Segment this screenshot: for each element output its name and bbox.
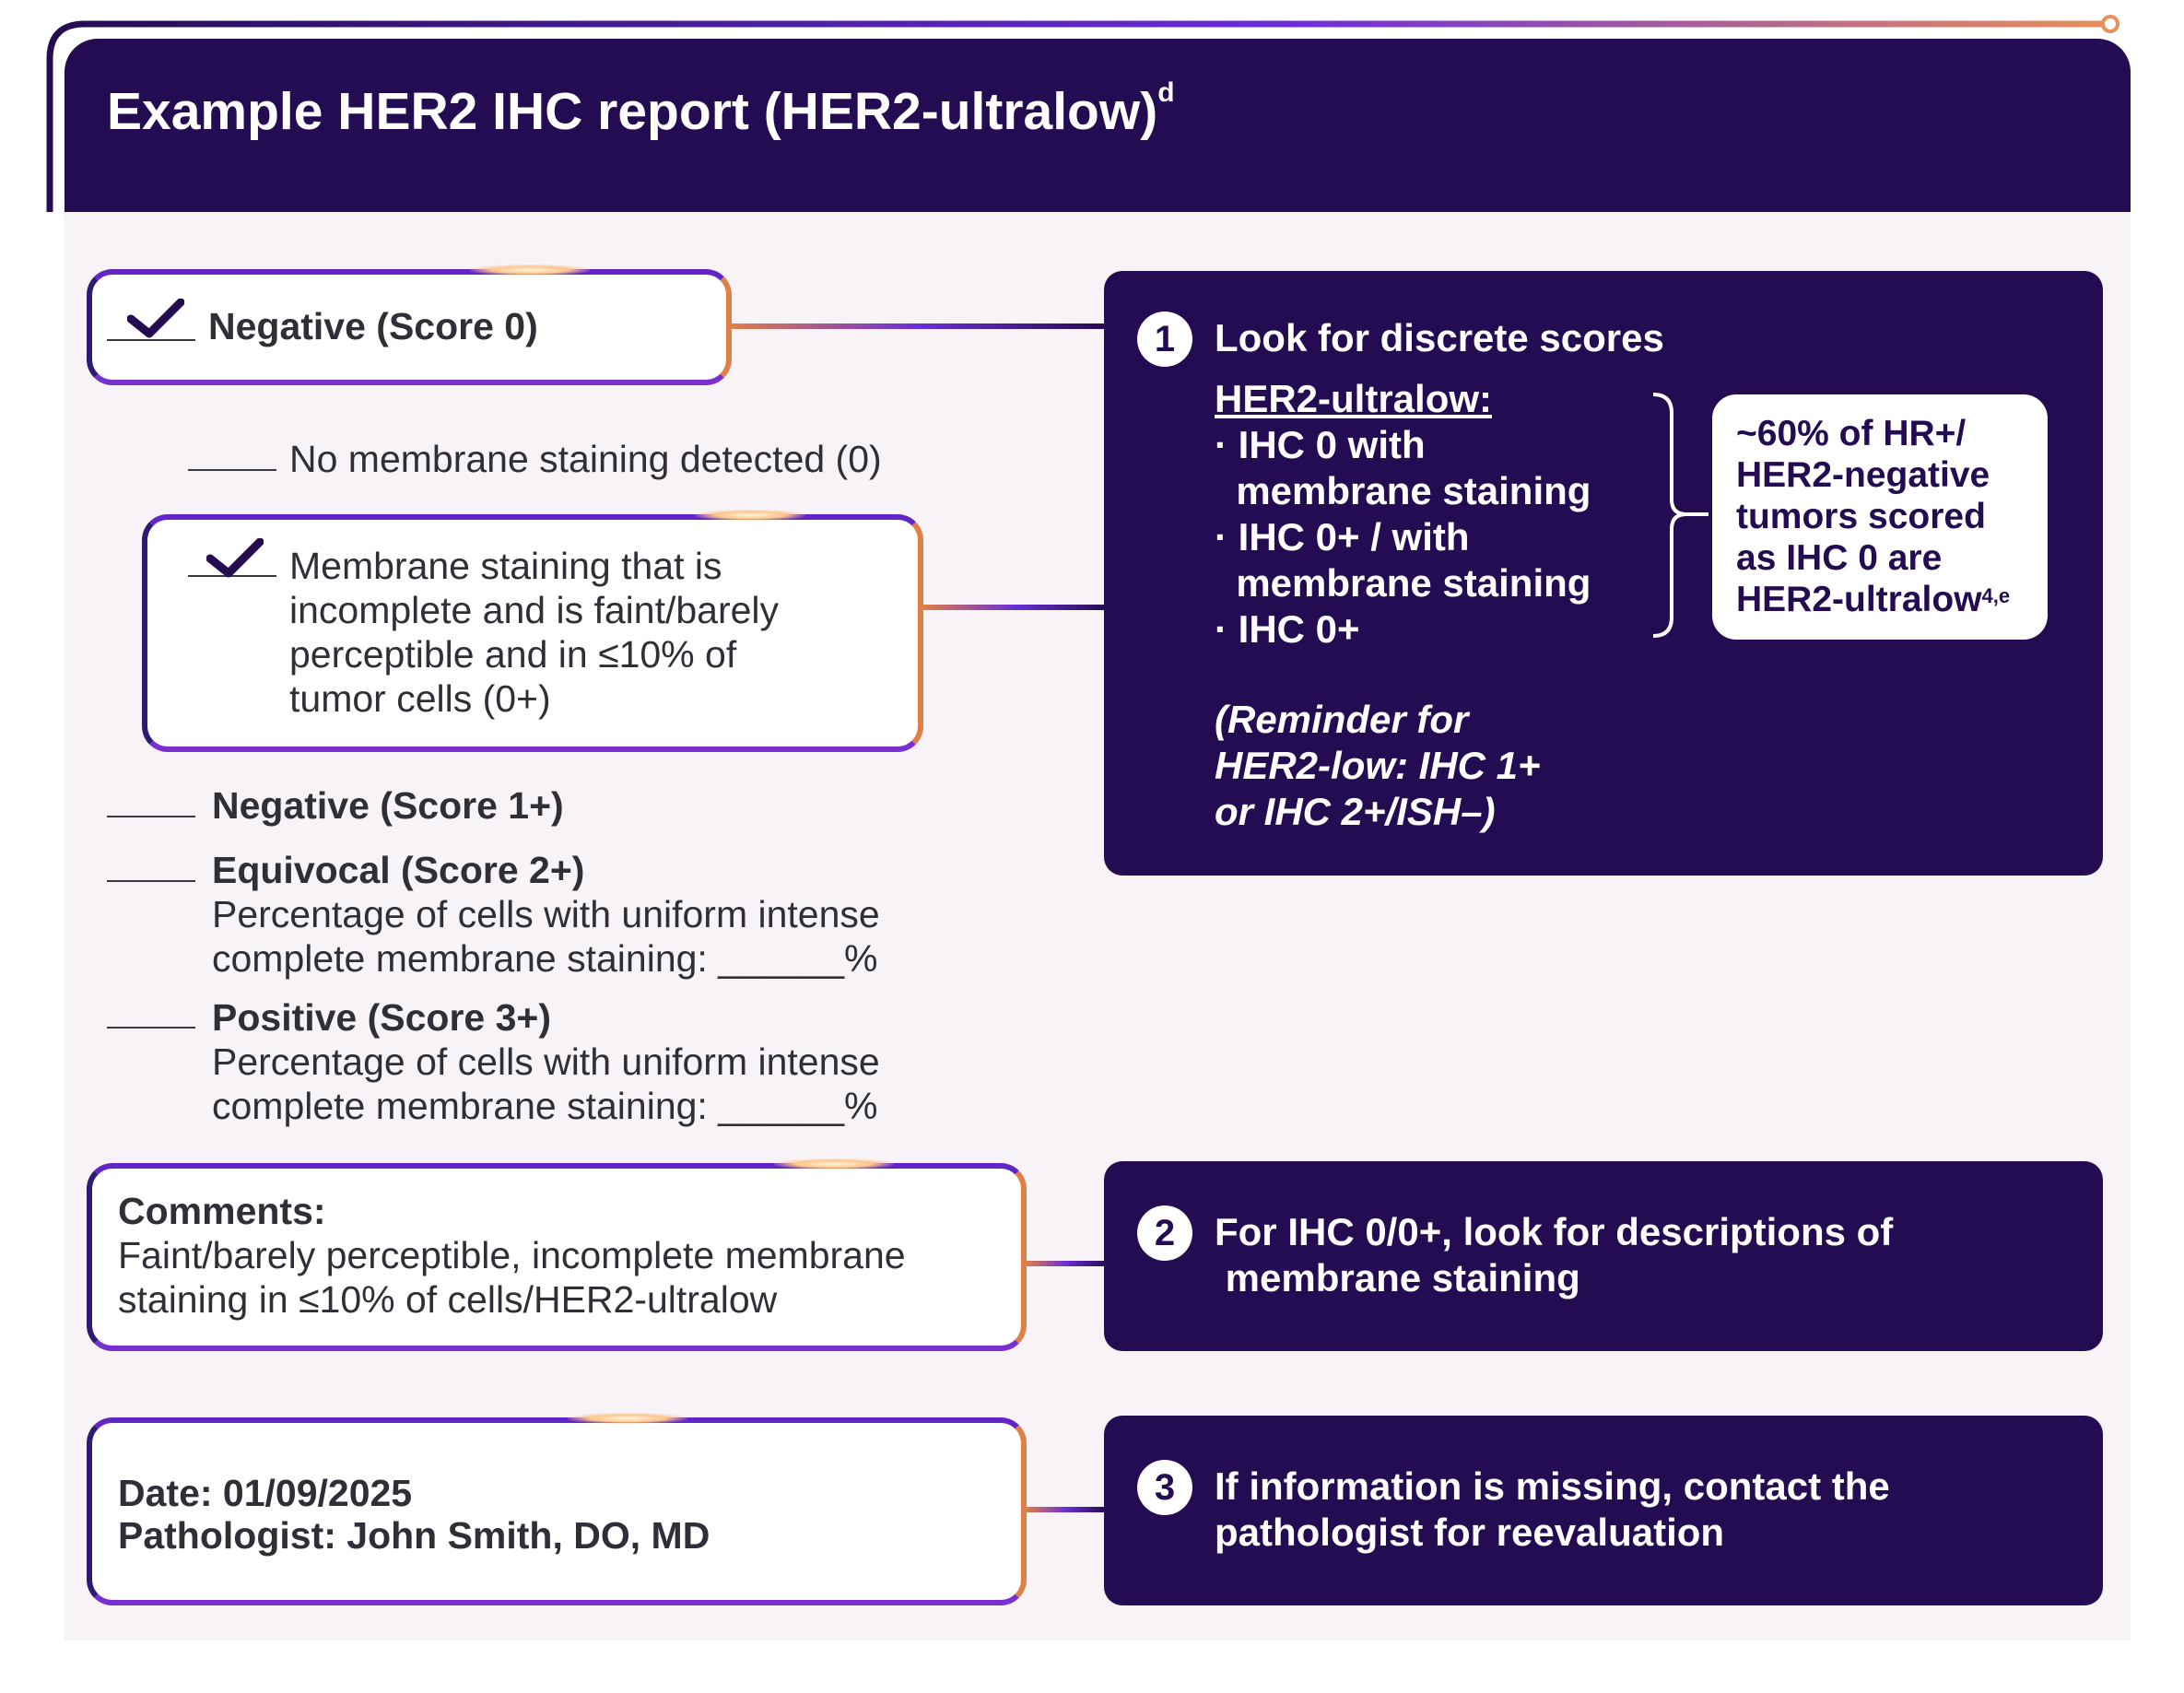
incomplete-staining-line: Membrane staining that is xyxy=(289,545,722,587)
connector-line xyxy=(732,323,1106,329)
step1-reminder: (Reminder for xyxy=(1215,698,1469,741)
equivocal-description: complete membrane staining: ______% xyxy=(212,937,878,980)
positive-score3-label: Positive (Score 3+) xyxy=(212,996,552,1039)
comments-label: Comments: xyxy=(118,1190,326,1232)
connector-line xyxy=(923,605,1106,610)
step3-text: If information is missing, contact the xyxy=(1215,1464,1890,1508)
report-date: Date: 01/09/2025 xyxy=(118,1472,413,1514)
step3-number-badge: 3 xyxy=(1137,1460,1192,1515)
step1-reminder: HER2-low: IHC 1+ xyxy=(1215,744,1541,787)
step1-number-badge: 1 xyxy=(1137,312,1192,367)
stat-text: ~60% of HR+/ HER2-negative tumors scored as IHC 0 are HER2-ultralow$^{4,e}$ xyxy=(1736,414,2011,619)
step1-reminder: or IHC 2+/ISH–) xyxy=(1215,790,1496,833)
step1-bullet: membrane staining xyxy=(1215,469,1591,512)
stat-callout xyxy=(1712,394,2048,640)
step1-ultralow-heading: HER2-ultralow: xyxy=(1215,377,1493,420)
negative-score0-label: Negative (Score 0) xyxy=(208,305,538,347)
step1-title: Look for discrete scores xyxy=(1215,316,1664,359)
step1-bullet: · IHC 0 with xyxy=(1215,423,1426,466)
incomplete-staining-line: incomplete and is faint/barely xyxy=(289,589,780,631)
step2-text: membrane staining xyxy=(1215,1256,1580,1299)
comments-text: staining in ≤10% of cells/HER2-ultralow xyxy=(118,1278,778,1321)
step2-number-badge: 2 xyxy=(1137,1205,1192,1261)
equivocal-score2-label: Equivocal (Score 2+) xyxy=(212,849,585,891)
comments-text: Faint/barely perceptible, incomplete membrane xyxy=(118,1234,906,1276)
pathologist-name: Pathologist: John Smith, DO, MD xyxy=(118,1514,710,1557)
negative-score1-label: Negative (Score 1+) xyxy=(212,784,564,827)
incomplete-staining-line: perceptible and in ≤10% of xyxy=(289,633,737,676)
step1-bullet: membrane staining xyxy=(1215,561,1591,605)
positive-description: Percentage of cells with uniform intense xyxy=(212,1040,880,1083)
no-staining-label: No membrane staining detected (0) xyxy=(289,438,882,480)
step1-bullet: · IHC 0+ / with xyxy=(1215,515,1470,558)
incomplete-staining-line: tumor cells (0+) xyxy=(289,677,551,720)
equivocal-description: Percentage of cells with uniform intense xyxy=(212,893,880,935)
connector-line xyxy=(1027,1507,1106,1512)
page-title: Example HER2 IHC report (HER2-ultralow)$^d$ xyxy=(107,77,1175,141)
positive-description: complete membrane staining: ______% xyxy=(212,1085,878,1127)
step1-bullet: · IHC 0+ xyxy=(1215,607,1360,651)
step2-text: For IHC 0/0+, look for descriptions of xyxy=(1215,1210,1894,1253)
step3-text: pathologist for reevaluation xyxy=(1215,1511,1725,1554)
bracket-icon xyxy=(1650,391,1714,641)
connector-line xyxy=(1027,1261,1106,1266)
